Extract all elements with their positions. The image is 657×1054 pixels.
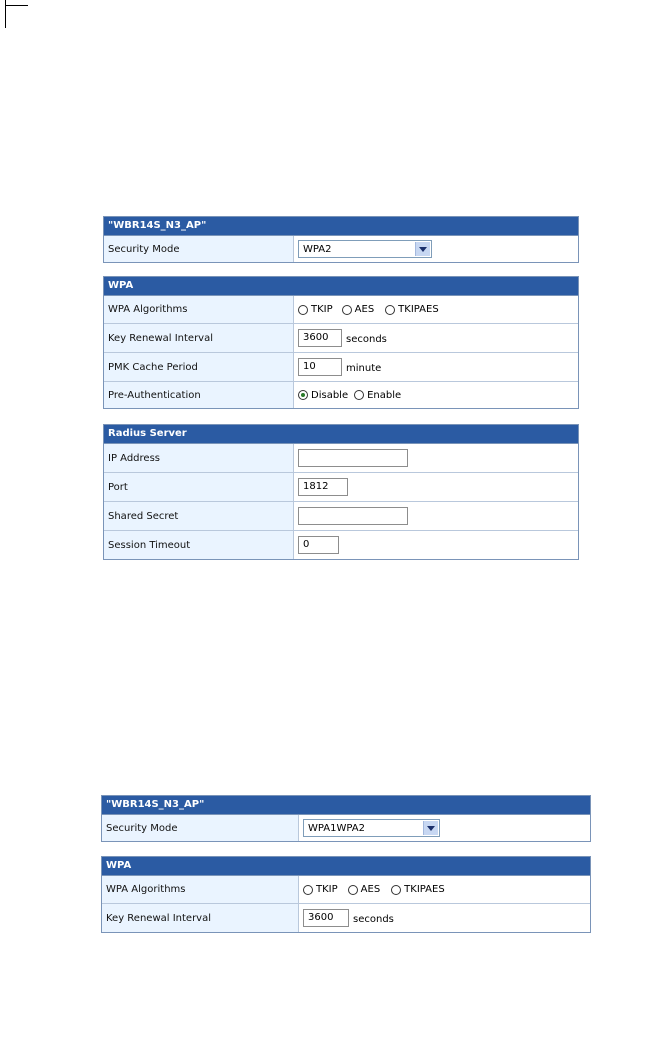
key-renewal-input-2[interactable]: 3600	[303, 909, 349, 927]
wpa-header-2: WPA	[102, 857, 590, 876]
ip-address-input[interactable]	[298, 449, 408, 467]
radio-unchecked-icon[interactable]	[342, 305, 352, 315]
key-renewal-unit-2: seconds	[353, 913, 394, 925]
ip-address-label: IP Address	[104, 444, 294, 472]
chevron-down-icon[interactable]	[415, 242, 430, 256]
radio-unchecked-icon[interactable]	[348, 885, 358, 895]
key-renewal-label-2: Key Renewal Interval	[102, 904, 299, 932]
radio-tkipaes[interactable]: TKIPAES	[385, 304, 439, 315]
pre-auth-label: Pre-Authentication	[104, 382, 294, 408]
radio-aes[interactable]: AES	[342, 304, 375, 315]
pmk-cache-input[interactable]: 10	[298, 358, 342, 376]
security-mode-label-2: Security Mode	[102, 815, 299, 841]
wpa-algorithms-label: WPA Algorithms	[104, 296, 294, 323]
radio-disable[interactable]: Disable	[298, 390, 348, 401]
key-renewal-input[interactable]: 3600	[298, 329, 342, 347]
radio-aes-2[interactable]: AES	[348, 884, 381, 895]
chevron-down-icon[interactable]	[423, 821, 438, 835]
radio-unchecked-icon[interactable]	[354, 390, 364, 400]
pmk-cache-label: PMK Cache Period	[104, 353, 294, 381]
key-renewal-label: Key Renewal Interval	[104, 324, 294, 352]
radio-tkipaes-2[interactable]: TKIPAES	[391, 884, 445, 895]
session-timeout-input[interactable]: 0	[298, 536, 339, 554]
shared-secret-input[interactable]	[298, 507, 408, 525]
radio-enable[interactable]: Enable	[354, 390, 401, 401]
wpa-section-2	[101, 856, 591, 933]
radius-section	[103, 424, 579, 560]
ap-name-header: "WBR14S_N3_AP"	[104, 217, 578, 236]
session-timeout-label: Session Timeout	[104, 531, 294, 559]
port-label: Port	[104, 473, 294, 501]
wpa-algorithms-label-2: WPA Algorithms	[102, 876, 299, 903]
radio-unchecked-icon[interactable]	[303, 885, 313, 895]
radio-unchecked-icon[interactable]	[391, 885, 401, 895]
crop-mark	[0, 0, 28, 28]
radius-header: Radius Server	[104, 425, 578, 444]
radio-tkip[interactable]: TKIP	[298, 304, 333, 315]
security-panel-2	[101, 795, 591, 933]
security-panel-1	[103, 216, 579, 560]
key-renewal-unit: seconds	[346, 333, 387, 345]
radio-checked-icon[interactable]	[298, 390, 308, 400]
radio-unchecked-icon[interactable]	[385, 305, 395, 315]
ap-section-2	[101, 795, 591, 842]
security-mode-label: Security Mode	[104, 236, 294, 262]
pmk-cache-unit: minute	[346, 362, 382, 374]
wpa-header: WPA	[104, 277, 578, 296]
radio-unchecked-icon[interactable]	[298, 305, 308, 315]
ap-name-header-2: "WBR14S_N3_AP"	[102, 796, 590, 815]
port-input[interactable]: 1812	[298, 478, 348, 496]
wpa-section	[103, 276, 579, 409]
ap-section	[103, 216, 579, 263]
security-mode-select[interactable]: WPA2	[298, 240, 432, 258]
shared-secret-label: Shared Secret	[104, 502, 294, 530]
radio-tkip-2[interactable]: TKIP	[303, 884, 338, 895]
security-mode-select-2[interactable]: WPA1WPA2	[303, 819, 440, 837]
